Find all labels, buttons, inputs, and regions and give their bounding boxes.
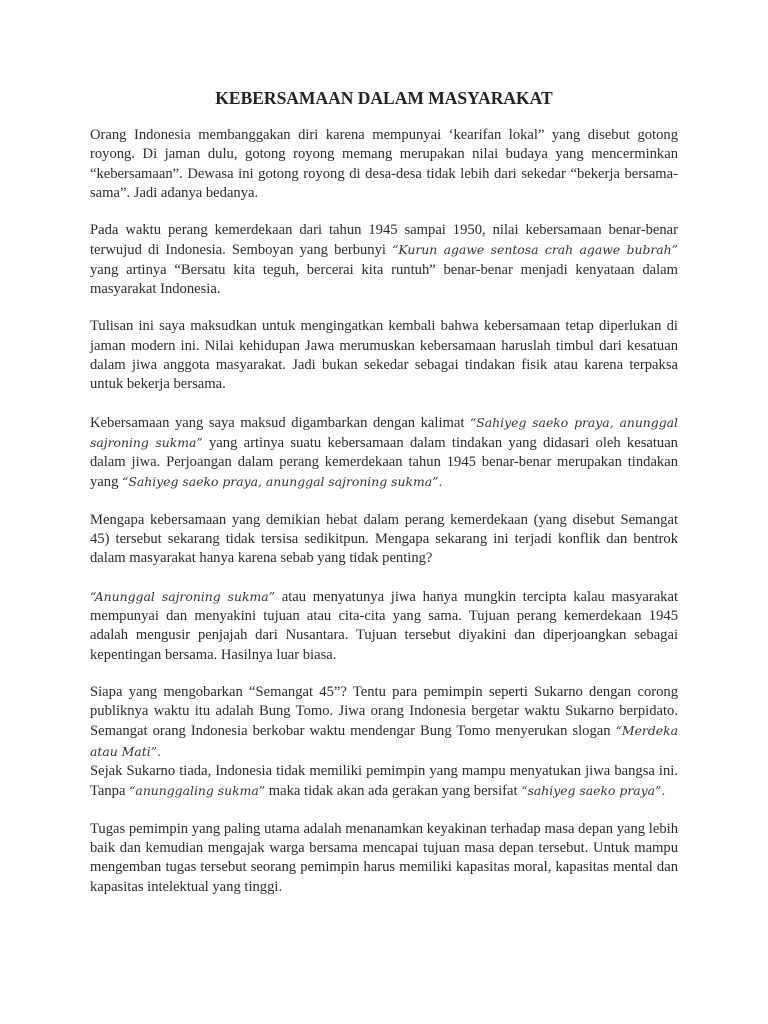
paragraph-6 [90, 587, 678, 665]
paragraph-2 [90, 221, 678, 299]
paragraph-text: Tulisan ini saya maksudkan untuk mengingatkan kembali bahwa kebersamaan tetap diperlukan di jaman modern ini. Nilai kehidupan Jawa merumuskan kebersamaan haruslah timbul dari kesatuan dalam jiwa anggota masyarakat. Jadi bukan sekedar sebagai tindakan fisik atau karena terpaksa untuk bekerja bersama. [90, 318, 678, 393]
paragraph-3 [90, 317, 678, 394]
paragraph-8 [90, 762, 678, 802]
paragraph-text: yang artinya suatu kebersamaan dalam tindakan yang didasari oleh kesatuan dalam jiwa. Perjoangan dalam perang kemerdekaan tahun 1945 benar-benar merupakan tindakan yang [90, 434, 678, 491]
paragraph-text: maka tidak akan ada gerakan yang bersifat [265, 783, 522, 800]
paragraph-text: yang artinya “Bersatu kita teguh, bercerai kita runtuh” benar-benar menjadi kenyataan dalam masyarakat Indonesia. [90, 261, 678, 298]
paragraph-4 [90, 413, 678, 493]
italic-quote: “anunggaling sukma” [129, 783, 266, 799]
paragraph-text: Orang Indonesia membanggakan diri karena mempunyai ‘kearifan lokal” yang disebut gotong royong. Di jaman dulu, gotong royong memang merupakan nilai budaya yang mencerminkan “kebersamaan”. Dewasa ini gotong royong di desa-desa tidak lebih dari sekedar “bekerja bersama-sama”. Jadi adanya bedanya. [90, 127, 678, 201]
paragraph-7 [90, 683, 678, 762]
italic-quote: “Sahiyeg saeko praya, anunggal sajroning sukma” [90, 414, 678, 450]
italic-quote: “Kurun agawe sentosa crah agawe bubrah” [392, 242, 678, 258]
paragraph-9 [90, 820, 678, 897]
paragraph-1 [90, 126, 678, 203]
document-title: KEBERSAMAAN DALAM MASYARAKAT [215, 88, 553, 108]
italic-quote: “Anunggal sajroning sukma” [90, 588, 275, 604]
paragraph-text: Mengapa kebersamaan yang demikian hebat dalam perang kemerdekaan (yang disebut Semangat 45) tersebut sekarang tidak tersisa sedikitpun. Mengapa sekarang ini terjadi konflik dan bentrok dalam masyarakat hanya karena sebab yang tidak penting? [90, 511, 678, 567]
paragraph-text: Siapa yang mengobarkan “Semangat 45”? Tentu para pemimpin seperti Sukarno dengan corong publiknya waktu itu adalah Bung Tomo. Jiwa orang Indonesia bergetar waktu Sukarno berpidato. Semangat orang Indonesia berkobar waktu mendengar Bung Tomo menyerukan slogan [90, 683, 678, 740]
italic-quote: “sahiyeg saeko praya”. [521, 783, 666, 799]
paragraph-text: Pada waktu perang kemerdekaan dari tahun 1945 sampai 1950, nilai kebersamaan benar-benar terwujud di Indonesia. Semboyan yang berbunyi [90, 222, 678, 259]
paragraph-text: Kebersamaan yang saya maksud digambarkan dengan kalimat [90, 414, 470, 431]
paragraph-text: atau menyatunya jiwa hanya mungkin tercipta kalau masyarakat mempunyai dan menyakini tujuan atau cita-cita yang sama. Tujuan perang kemerdekaan 1945 adalah mengusir penjajah dari Nusantara. Tujuan tersebut diyakini dan diperjoangkan sebagai kepentingan bersama. Hasilnya luar biasa. [90, 588, 679, 663]
paragraph-5 [90, 511, 678, 569]
paragraph-text: Tugas pemimpin yang paling utama adalah menanamkan keyakinan terhadap masa depan yang lebih baik dan kemudian mengajak warga bersama mencapai tujuan masa depan tersebut. Untuk mampu mengemban tugas tersebut seorang pemimpin harus memiliki kapasitas moral, kapasitas mental dan kapasitas intelektual yang tinggi. [90, 820, 678, 895]
italic-quote: “Merdeka atau Mati”. [90, 723, 678, 759]
italic-quote: “Sahiyeg saeko praya, anunggal sajroning sukma”. [122, 474, 443, 490]
paragraph-text: Sejak Sukarno tiada, Indonesia tidak memiliki pemimpin yang mampu menyatukan jiwa bangsa ini. Tanpa [90, 763, 678, 800]
document-page [90, 88, 678, 915]
